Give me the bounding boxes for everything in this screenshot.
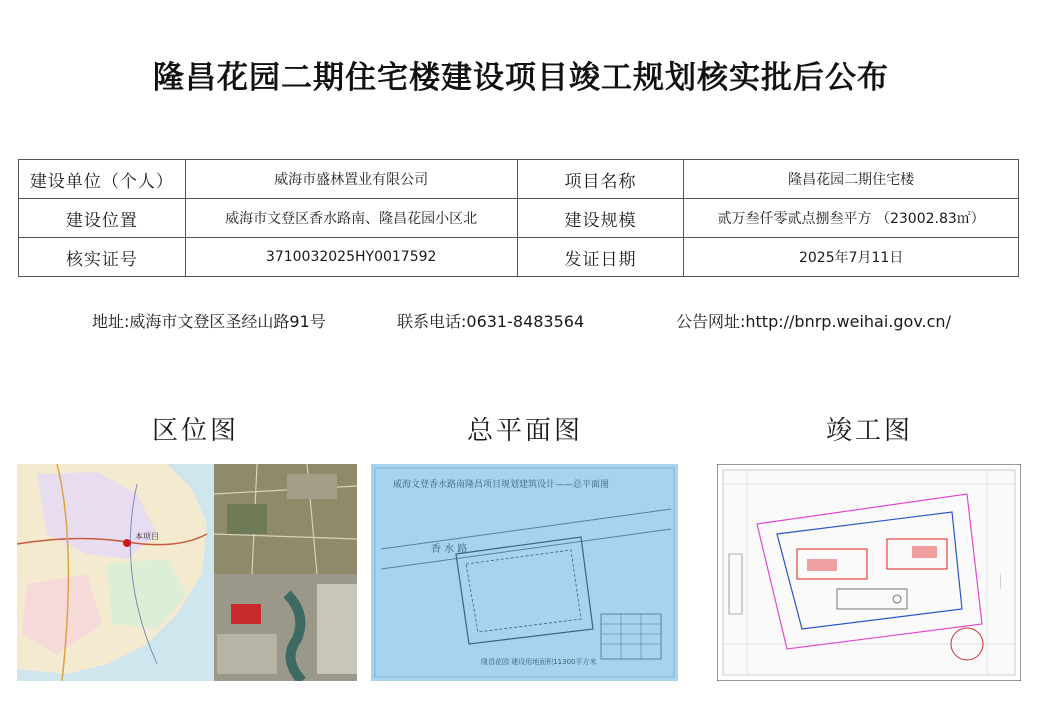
value-certificate-no: 3710032025HY0017592	[185, 238, 517, 277]
value-scale: 贰万叁仟零贰点捌叁平方 （23002.83㎡）	[684, 199, 1019, 238]
caption-site-plan: 总平面图	[467, 416, 584, 446]
value-project-name: 隆昌花园二期住宅楼	[684, 160, 1019, 199]
site-plan-header: 威海文登香水路南隆昌项目规划建筑设计——总平面图	[393, 480, 610, 490]
value-issue-date: 2025年7月11日	[684, 238, 1019, 277]
table-row	[19, 238, 1019, 277]
site-plan-image	[371, 464, 678, 681]
value-location: 威海市文登区香水路南、隆昌花园小区北	[185, 199, 517, 238]
label-scale: 建设规模	[517, 199, 684, 238]
label-builder: 建设单位（个人）	[19, 160, 186, 199]
contact-phone: 联系电话:0631-8483564	[397, 312, 585, 331]
location-map-image	[17, 464, 357, 681]
site-plan-note: 隆昌花园 建设用地面积11300平方米	[481, 658, 597, 666]
completion-drawing-image	[717, 464, 1021, 681]
label-project-name: 项目名称	[517, 160, 684, 199]
contact-website[interactable]: 公告网址:http://bnrp.weihai.gov.cn/	[676, 312, 951, 331]
contact-line	[0, 309, 1042, 333]
location-marker-label: 本项目	[135, 532, 159, 541]
page-title: 隆昌花园二期住宅楼建设项目竣工规划核实批后公布	[153, 60, 889, 96]
project-info-table	[18, 159, 1019, 277]
label-certificate-no: 核实证号	[19, 238, 186, 277]
table-row	[19, 160, 1019, 199]
label-issue-date: 发证日期	[517, 238, 684, 277]
caption-completion-drawing: 竣工图	[826, 416, 914, 446]
contact-address: 地址:威海市文登区圣经山路91号	[92, 312, 326, 331]
location-marker-icon	[123, 539, 131, 547]
label-location: 建设位置	[19, 199, 186, 238]
table-row	[19, 199, 1019, 238]
value-builder: 威海市盛林置业有限公司	[185, 160, 517, 199]
caption-location-map: 区位图	[152, 416, 240, 446]
svg-text:………: ………	[998, 574, 1004, 589]
site-plan-road-label: 香 水 路	[431, 544, 468, 555]
